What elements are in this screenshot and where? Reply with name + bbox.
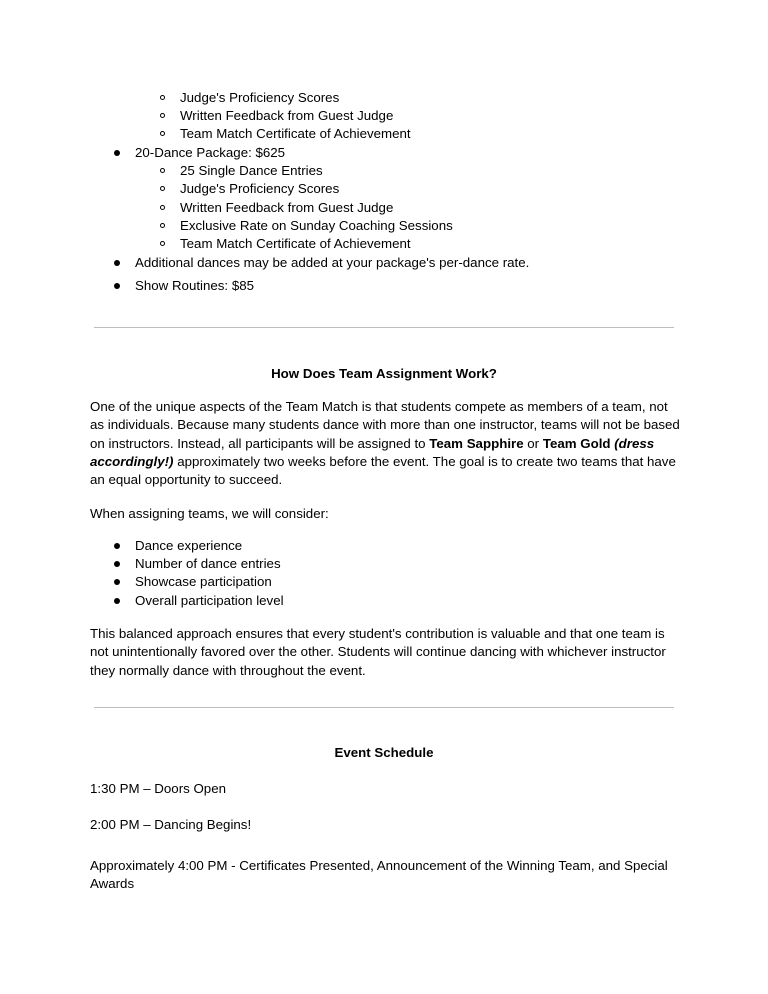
paragraph-text: or: [523, 435, 543, 451]
dress-note: (dress accordingly!): [90, 435, 655, 469]
event-schedule-heading: Event Schedule: [334, 745, 434, 760]
package-20-title: 20-Dance Package: $625: [135, 145, 286, 160]
paragraph-text: One of the unique aspects of the Team Match is that students compete as members of a team, not as individuals. Because many students dance with more than one instructor, teams will not be based on instructors. Instead, all participants will be assigned to: [90, 399, 680, 451]
list-item: Team Match Certificate of Achievement: [180, 126, 411, 141]
list-item: Overall participation level: [135, 593, 284, 608]
hollow-bullet-icon: [160, 186, 165, 191]
schedule-item: 2:00 PM – Dancing Begins!: [90, 817, 252, 832]
bullet-icon: [114, 579, 120, 585]
balanced-approach-paragraph: This balanced approach ensures that every student's contribution is valuable and that one team is not unintentionally favored over the other. Students will continue dancing with whichever instructor they normally dance with throughout the event.: [90, 626, 666, 678]
bullet-icon: [114, 561, 120, 567]
horizontal-divider: [94, 327, 674, 328]
bullet-icon: [114, 543, 120, 549]
list-item: Written Feedback from Guest Judge: [180, 200, 394, 215]
hollow-bullet-icon: [160, 205, 165, 210]
hollow-bullet-icon: [160, 95, 165, 100]
list-item: Team Match Certificate of Achievement: [180, 236, 411, 251]
paragraph-text: approximately two weeks before the event. The goal is to create two teams that have an equal opportunity to succeed.: [90, 453, 676, 488]
bullet-icon: [114, 598, 120, 604]
team-sapphire-label: Team Sapphire: [429, 435, 524, 451]
list-item: 25 Single Dance Entries: [180, 163, 323, 178]
list-item: Dance experience: [135, 538, 243, 553]
hollow-bullet-icon: [160, 241, 165, 246]
hollow-bullet-icon: [160, 131, 165, 136]
team-assignment-paragraph: [90, 398, 680, 489]
team-assignment-heading: How Does Team Assignment Work?: [271, 366, 497, 381]
bullet-icon: [114, 260, 120, 266]
list-item: Showcase participation: [135, 574, 272, 589]
bullet-icon: [114, 283, 120, 289]
horizontal-divider: [94, 707, 674, 708]
list-item: Judge's Proficiency Scores: [180, 181, 340, 196]
list-item: Exclusive Rate on Sunday Coaching Sessions: [180, 218, 453, 233]
hollow-bullet-icon: [160, 168, 165, 173]
bullet-icon: [114, 150, 120, 156]
show-routines-item: Show Routines: $85: [135, 278, 255, 293]
additional-dances-note: Additional dances may be added at your package's per-dance rate.: [135, 255, 530, 270]
list-item: Judge's Proficiency Scores: [180, 90, 340, 105]
schedule-item: Approximately 4:00 PM - Certificates Presented, Announcement of the Winning Team, and Special Awards: [90, 858, 668, 892]
list-item: Written Feedback from Guest Judge: [180, 108, 394, 123]
team-gold-label: Team Gold: [542, 435, 611, 451]
criteria-intro: When assigning teams, we will consider:: [90, 506, 329, 521]
hollow-bullet-icon: [160, 113, 165, 118]
list-item: Number of dance entries: [135, 556, 281, 571]
hollow-bullet-icon: [160, 223, 165, 228]
schedule-item: 1:30 PM – Doors Open: [90, 781, 226, 796]
